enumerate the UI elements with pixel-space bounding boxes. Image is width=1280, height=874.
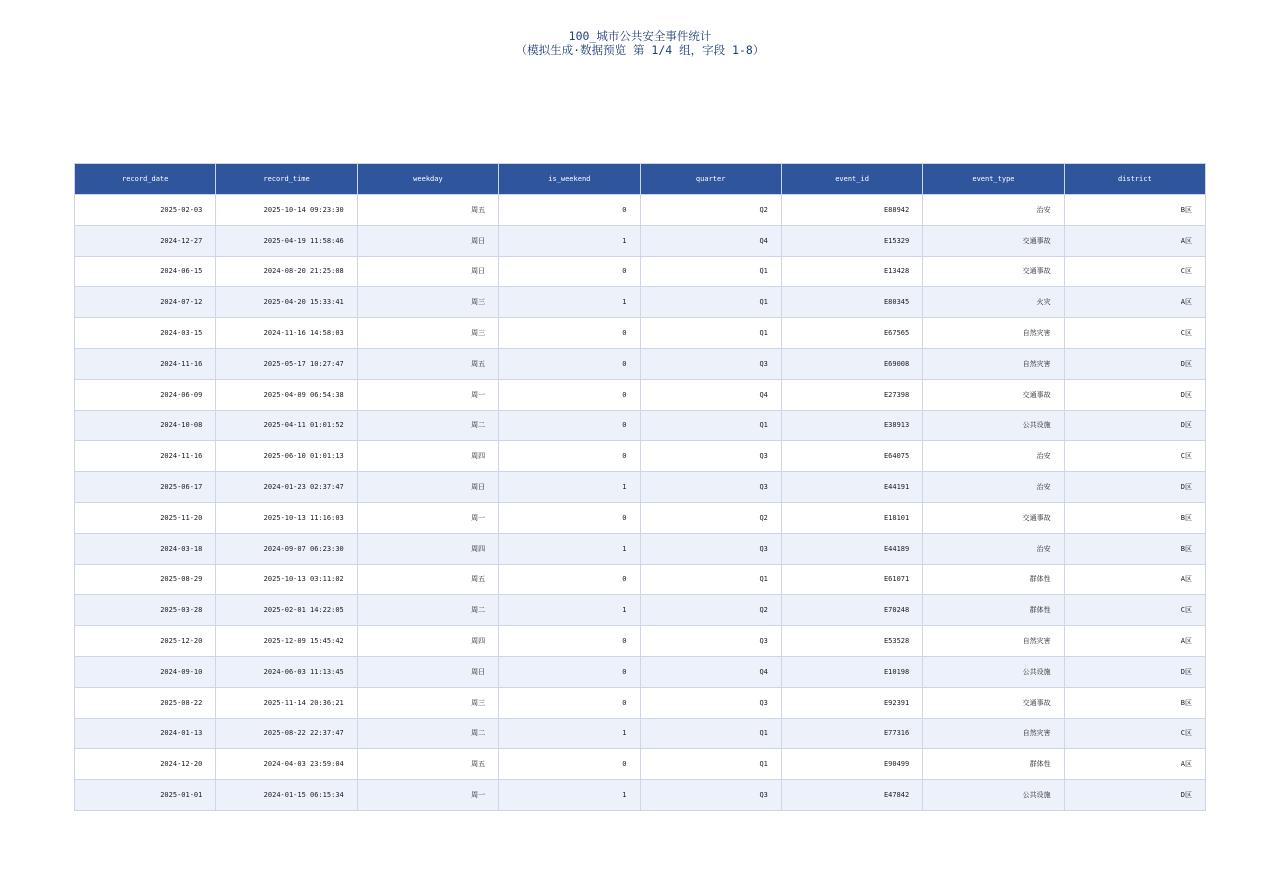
table-cell-record-date: 2024-12-20 xyxy=(75,749,216,780)
table-cell-record-date: 2025-08-29 xyxy=(75,564,216,595)
table-cell-district: D区 xyxy=(1064,348,1205,379)
table-cell-event-type: 治安 xyxy=(923,441,1064,472)
chart-subtitle: （模拟生成·数据预览 第 1/4 组，字段 1-8） xyxy=(515,43,765,57)
table-cell-is-weekend: 1 xyxy=(499,780,640,811)
table-row xyxy=(75,318,1206,349)
column-header-quarter: quarter xyxy=(640,164,781,195)
table-cell-record-time: 2025-02-01 14:22:05 xyxy=(216,595,357,626)
table-cell-event-id: E47842 xyxy=(781,780,922,811)
table-cell-record-date: 2024-09-10 xyxy=(75,656,216,687)
table-cell-event-id: E44191 xyxy=(781,472,922,503)
table-cell-record-date: 2024-11-16 xyxy=(75,441,216,472)
table-cell-record-date: 2024-10-08 xyxy=(75,410,216,441)
table-cell-record-date: 2025-12-20 xyxy=(75,626,216,657)
table-cell-district: C区 xyxy=(1064,718,1205,749)
table-cell-quarter: Q1 xyxy=(640,410,781,441)
table-cell-district: C区 xyxy=(1064,256,1205,287)
table-row xyxy=(75,379,1206,410)
table-cell-weekday: 周二 xyxy=(357,410,498,441)
table-cell-district: A区 xyxy=(1064,225,1205,256)
table-row xyxy=(75,502,1206,533)
table-cell-event-id: E92391 xyxy=(781,687,922,718)
table-cell-weekday: 周日 xyxy=(357,256,498,287)
table-row xyxy=(75,441,1206,472)
table-cell-weekday: 周三 xyxy=(357,687,498,718)
table-row xyxy=(75,564,1206,595)
table-cell-quarter: Q2 xyxy=(640,195,781,226)
table-cell-is-weekend: 0 xyxy=(499,749,640,780)
table-cell-quarter: Q2 xyxy=(640,595,781,626)
table-cell-weekday: 周四 xyxy=(357,441,498,472)
table-cell-record-time: 2024-11-16 14:58:03 xyxy=(216,318,357,349)
table-row xyxy=(75,687,1206,718)
table-cell-district: B区 xyxy=(1064,687,1205,718)
table-cell-event-type: 治安 xyxy=(923,195,1064,226)
table-cell-weekday: 周三 xyxy=(357,287,498,318)
table-body xyxy=(75,195,1206,811)
table-row xyxy=(75,718,1206,749)
table-cell-event-type: 治安 xyxy=(923,533,1064,564)
table-cell-quarter: Q4 xyxy=(640,225,781,256)
table-cell-record-time: 2025-04-09 06:54:38 xyxy=(216,379,357,410)
table-row xyxy=(75,533,1206,564)
table-cell-record-date: 2024-06-09 xyxy=(75,379,216,410)
table-cell-is-weekend: 1 xyxy=(499,472,640,503)
table-row xyxy=(75,656,1206,687)
table-cell-record-time: 2024-01-15 06:15:34 xyxy=(216,780,357,811)
column-header-is-weekend: is_weekend xyxy=(499,164,640,195)
table-cell-event-type: 自然灾害 xyxy=(923,626,1064,657)
table-cell-is-weekend: 0 xyxy=(499,687,640,718)
table-cell-district: A区 xyxy=(1064,626,1205,657)
column-header-event-type: event_type xyxy=(923,164,1064,195)
table-cell-quarter: Q4 xyxy=(640,656,781,687)
table-cell-is-weekend: 1 xyxy=(499,533,640,564)
table-cell-quarter: Q3 xyxy=(640,441,781,472)
table-cell-record-date: 2024-03-18 xyxy=(75,533,216,564)
table-cell-record-date: 2024-03-15 xyxy=(75,318,216,349)
table-cell-record-time: 2024-01-23 02:37:47 xyxy=(216,472,357,503)
table-cell-record-date: 2025-08-22 xyxy=(75,687,216,718)
table-cell-quarter: Q1 xyxy=(640,256,781,287)
table-cell-weekday: 周日 xyxy=(357,225,498,256)
table-cell-weekday: 周日 xyxy=(357,472,498,503)
table-cell-weekday: 周日 xyxy=(357,656,498,687)
data-table-container xyxy=(74,163,1206,811)
table-cell-event-type: 交通事故 xyxy=(923,687,1064,718)
table-cell-event-id: E64075 xyxy=(781,441,922,472)
table-cell-record-date: 2024-07-12 xyxy=(75,287,216,318)
chart-title-block xyxy=(0,29,1280,57)
table-cell-is-weekend: 1 xyxy=(499,225,640,256)
table-row xyxy=(75,595,1206,626)
table-cell-record-time: 2025-04-11 01:01:52 xyxy=(216,410,357,441)
table-cell-is-weekend: 0 xyxy=(499,379,640,410)
table-cell-district: A区 xyxy=(1064,287,1205,318)
table-cell-record-time: 2025-04-19 11:58:46 xyxy=(216,225,357,256)
table-cell-event-type: 治安 xyxy=(923,472,1064,503)
table-cell-event-id: E77316 xyxy=(781,718,922,749)
table-cell-event-type: 公共设施 xyxy=(923,410,1064,441)
table-cell-event-type: 火灾 xyxy=(923,287,1064,318)
table-cell-record-date: 2025-06-17 xyxy=(75,472,216,503)
table-row xyxy=(75,287,1206,318)
column-header-record-date: record_date xyxy=(75,164,216,195)
table-cell-event-type: 交通事故 xyxy=(923,502,1064,533)
table-cell-weekday: 周三 xyxy=(357,318,498,349)
table-cell-quarter: Q4 xyxy=(640,379,781,410)
table-cell-quarter: Q1 xyxy=(640,287,781,318)
table-cell-district: B区 xyxy=(1064,502,1205,533)
table-cell-weekday: 周四 xyxy=(357,533,498,564)
table-cell-is-weekend: 1 xyxy=(499,595,640,626)
table-cell-event-id: E69008 xyxy=(781,348,922,379)
table-cell-record-time: 2025-04-20 15:33:41 xyxy=(216,287,357,318)
table-cell-record-date: 2025-01-01 xyxy=(75,780,216,811)
table-cell-quarter: Q2 xyxy=(640,502,781,533)
table-cell-district: B区 xyxy=(1064,195,1205,226)
table-cell-event-id: E18101 xyxy=(781,502,922,533)
table-cell-is-weekend: 0 xyxy=(499,348,640,379)
chart-title: 100_城市公共安全事件统计 xyxy=(568,29,712,43)
column-header-record-time: record_time xyxy=(216,164,357,195)
table-cell-record-date: 2024-06-15 xyxy=(75,256,216,287)
table-cell-event-id: E44189 xyxy=(781,533,922,564)
table-cell-district: D区 xyxy=(1064,379,1205,410)
table-cell-quarter: Q1 xyxy=(640,318,781,349)
table-cell-quarter: Q3 xyxy=(640,348,781,379)
table-cell-weekday: 周五 xyxy=(357,195,498,226)
table-cell-quarter: Q3 xyxy=(640,626,781,657)
table-cell-is-weekend: 0 xyxy=(499,410,640,441)
table-cell-record-time: 2025-05-17 10:27:47 xyxy=(216,348,357,379)
table-cell-is-weekend: 0 xyxy=(499,564,640,595)
table-cell-quarter: Q1 xyxy=(640,564,781,595)
table-cell-district: C区 xyxy=(1064,441,1205,472)
table-cell-event-type: 群体性 xyxy=(923,564,1064,595)
table-cell-is-weekend: 1 xyxy=(499,718,640,749)
table-cell-is-weekend: 0 xyxy=(499,195,640,226)
table-cell-weekday: 周一 xyxy=(357,780,498,811)
table-cell-record-date: 2025-02-03 xyxy=(75,195,216,226)
table-cell-record-date: 2025-03-28 xyxy=(75,595,216,626)
table-cell-record-time: 2025-12-09 15:45:42 xyxy=(216,626,357,657)
table-cell-record-time: 2024-06-03 11:13:45 xyxy=(216,656,357,687)
table-cell-district: D区 xyxy=(1064,472,1205,503)
table-cell-event-type: 自然灾害 xyxy=(923,348,1064,379)
table-cell-quarter: Q1 xyxy=(640,718,781,749)
table-cell-district: D区 xyxy=(1064,656,1205,687)
table-cell-is-weekend: 0 xyxy=(499,656,640,687)
data-table xyxy=(74,163,1206,811)
table-cell-event-id: E10198 xyxy=(781,656,922,687)
table-cell-record-time: 2024-09-07 06:23:30 xyxy=(216,533,357,564)
table-cell-is-weekend: 0 xyxy=(499,318,640,349)
table-cell-event-id: E27398 xyxy=(781,379,922,410)
table-row xyxy=(75,780,1206,811)
table-cell-record-time: 2024-04-03 23:59:04 xyxy=(216,749,357,780)
table-cell-weekday: 周五 xyxy=(357,348,498,379)
table-cell-quarter: Q3 xyxy=(640,780,781,811)
table-cell-record-date: 2025-11-20 xyxy=(75,502,216,533)
table-row xyxy=(75,348,1206,379)
table-row xyxy=(75,749,1206,780)
table-row xyxy=(75,225,1206,256)
table-cell-weekday: 周二 xyxy=(357,718,498,749)
table-cell-event-id: E70248 xyxy=(781,595,922,626)
table-cell-weekday: 周一 xyxy=(357,379,498,410)
table-cell-district: D区 xyxy=(1064,410,1205,441)
table-cell-is-weekend: 0 xyxy=(499,502,640,533)
table-cell-record-time: 2025-10-14 09:23:30 xyxy=(216,195,357,226)
table-row xyxy=(75,472,1206,503)
table-cell-event-id: E67565 xyxy=(781,318,922,349)
table-cell-event-type: 交通事故 xyxy=(923,225,1064,256)
table-cell-event-id: E53528 xyxy=(781,626,922,657)
column-header-district: district xyxy=(1064,164,1205,195)
table-cell-record-time: 2024-08-20 21:25:08 xyxy=(216,256,357,287)
table-cell-quarter: Q3 xyxy=(640,533,781,564)
table-cell-district: C区 xyxy=(1064,595,1205,626)
column-header-event-id: event_id xyxy=(781,164,922,195)
table-row xyxy=(75,626,1206,657)
table-cell-event-id: E88942 xyxy=(781,195,922,226)
table-cell-record-date: 2024-12-27 xyxy=(75,225,216,256)
table-cell-event-type: 公共设施 xyxy=(923,656,1064,687)
table-header-row xyxy=(75,164,1206,195)
table-cell-quarter: Q1 xyxy=(640,749,781,780)
table-cell-weekday: 周五 xyxy=(357,749,498,780)
table-cell-event-id: E13428 xyxy=(781,256,922,287)
table-cell-is-weekend: 1 xyxy=(499,287,640,318)
table-cell-record-time: 2025-08-22 22:37:47 xyxy=(216,718,357,749)
table-row xyxy=(75,195,1206,226)
table-cell-event-type: 交通事故 xyxy=(923,256,1064,287)
table-cell-event-type: 自然灾害 xyxy=(923,318,1064,349)
table-cell-district: A区 xyxy=(1064,564,1205,595)
table-cell-is-weekend: 0 xyxy=(499,441,640,472)
table-cell-quarter: Q3 xyxy=(640,472,781,503)
table-cell-event-type: 交通事故 xyxy=(923,379,1064,410)
table-cell-record-time: 2025-10-13 03:11:02 xyxy=(216,564,357,595)
table-cell-quarter: Q3 xyxy=(640,687,781,718)
table-cell-record-time: 2025-06-10 01:01:13 xyxy=(216,441,357,472)
table-cell-weekday: 周二 xyxy=(357,595,498,626)
table-cell-record-date: 2024-01-13 xyxy=(75,718,216,749)
table-cell-event-type: 群体性 xyxy=(923,595,1064,626)
table-cell-event-id: E90499 xyxy=(781,749,922,780)
table-cell-weekday: 周五 xyxy=(357,564,498,595)
table-cell-event-id: E15329 xyxy=(781,225,922,256)
table-cell-event-type: 群体性 xyxy=(923,749,1064,780)
table-cell-district: A区 xyxy=(1064,749,1205,780)
table-cell-district: C区 xyxy=(1064,318,1205,349)
table-cell-event-type: 公共设施 xyxy=(923,780,1064,811)
table-row xyxy=(75,256,1206,287)
table-cell-district: B区 xyxy=(1064,533,1205,564)
table-cell-weekday: 周一 xyxy=(357,502,498,533)
table-cell-event-id: E61071 xyxy=(781,564,922,595)
table-cell-record-time: 2025-11-14 20:36:21 xyxy=(216,687,357,718)
table-cell-is-weekend: 0 xyxy=(499,256,640,287)
table-cell-event-type: 自然灾害 xyxy=(923,718,1064,749)
table-cell-event-id: E38913 xyxy=(781,410,922,441)
table-cell-is-weekend: 0 xyxy=(499,626,640,657)
table-cell-record-time: 2025-10-13 11:16:03 xyxy=(216,502,357,533)
table-cell-record-date: 2024-11-16 xyxy=(75,348,216,379)
column-header-weekday: weekday xyxy=(357,164,498,195)
table-cell-weekday: 周四 xyxy=(357,626,498,657)
table-cell-event-id: E80345 xyxy=(781,287,922,318)
table-cell-district: D区 xyxy=(1064,780,1205,811)
table-row xyxy=(75,410,1206,441)
